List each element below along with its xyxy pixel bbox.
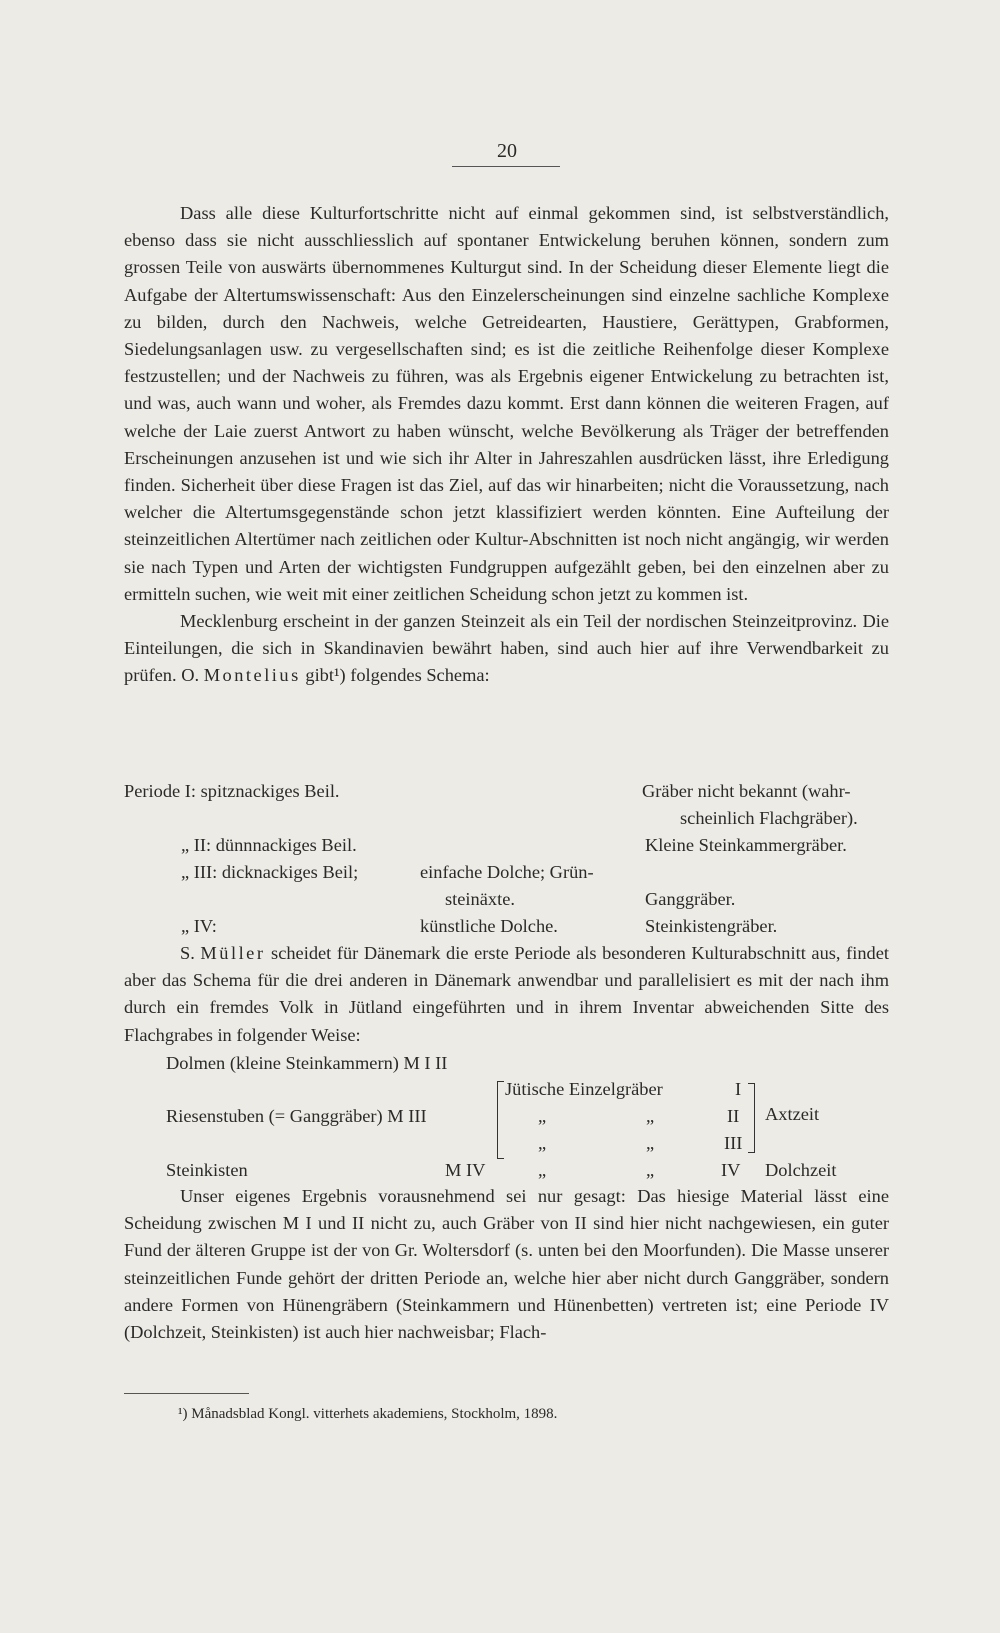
author-montelius: Montelius <box>203 665 301 686</box>
roman-1: I <box>735 1079 742 1099</box>
paragraph-3: Unser eigenes Ergebnis vorausnehmend sei nur gesagt: Das hiesige Material lässt eine Scheidung zwischen M I und II nicht zu, auch Gräber von II sind hier nicht nachgewiesen, ein guter Fund der älteren Gruppe ist der von Gr. Woltersdorf (s. unten bei den Moorfunden). Die Masse unserer steinzeitlichen Funde gehört der dritten Periode an, welche hier aber nicht durch Ganggräber, sondern andere Formen von Hünengräbern (Steinkammern und Hünenbetten) vertreten ist; eine Periode IV (Dolchzeit, Steinkisten) ist auch hier nachweisbar; Flach- <box>124 1186 889 1343</box>
roman-2: II <box>727 1106 740 1126</box>
schema1-row4-period: „ IV: <box>181 916 217 936</box>
body-text-middle <box>124 940 889 1049</box>
schema2-riesenstuben: Riesenstuben (= Ganggräber) M III <box>166 1106 427 1126</box>
paragraph-1: Dass alle diese Kulturfortschritte nicht auf einmal gekommen sind, ist selbstverständlich, ebenso dass sie nicht ausschliesslich auf spontaner Entwickelung beruhen können, sondern zum grossen Teile von auswärts übernommenes Kulturgut sind. In der Scheidung dieser Elemente liegt die Aufgabe der Altertumswissenschaft: Aus den Einzelerscheinungen sind einzelne sachliche Komplexe zu bilden, durch den Nachweis, welche Getreidearten, Haustiere, Gerättypen, Grabformen, Siedelungsanlagen usw. zu vergesellschaften sind; es ist die zeitliche Reihenfolge dieser Komplexe festzustellen; und der Nachweis zu führen, was als Ergebnis eigener Entwickelung zu betrachten ist, und was, auch wann und woher, als Fremdes dazu kommt. Erst dann können die weiteren Fragen, auf welche der Laie zuerst Antwort zu haben wünscht, welche Bevölkerung als Träger der betreffenden Erscheinungen anzusehen ist und wie sich ihr Alter in Jahreszahlen ausdrücken lässt, ihre Erledigung finden. Sicherheit über diese Fragen ist das Ziel, auf das wir hinarbeiten; nicht die Voraussetzung, nach welcher die Altertumsgegenstände schon jetzt klassifiziert werden könnten. Eine Aufteilung der steinzeitlichen Altertümer nach zeitlichen oder Kultur-Abschnitten ist noch nicht angängig, wir werden sie nach Typen und Arten der wichtigsten Fundgruppen aufgezählt geben, bei den einzelnen aber zu ermitteln suchen, wie weit mit einer zeitlichen Scheidung schon jetzt zu kommen ist. <box>124 203 889 604</box>
schema2-m4: M IV <box>445 1160 486 1180</box>
schema1-row1-period: Periode I: spitznackiges Beil. <box>124 781 340 801</box>
dolch-label: Dolchzeit <box>765 1160 837 1180</box>
schema1-row3-items: einfache Dolche; Grün- <box>420 862 594 882</box>
ditto-mark-2: „ <box>646 1106 655 1126</box>
schema1-row4-graves: Steinkistengräber. <box>645 916 778 936</box>
schema1-row4-items: künstliche Dolche. <box>420 916 558 936</box>
schema2-steinkisten: Steinkisten <box>166 1160 248 1180</box>
paragraph-2: Mecklenburg erscheint in der ganzen Steinzeit als ein Teil der nordischen Steinzeitprovinz. Die Einteilungen, die sich in Skandinavien bewährt haben, sind auch hier auf ihre Verwendbarkeit zu prüfen. O. Montelius gibt¹) folgendes Schema: <box>124 611 889 686</box>
header-rule <box>452 166 560 167</box>
ditto-mark-4: „ <box>646 1133 655 1153</box>
author-muller: Müller <box>200 943 266 963</box>
body-text-bottom <box>124 1183 889 1346</box>
schema1-row3-items-cont: steinäxte. <box>445 889 515 909</box>
ditto-mark-1: „ <box>538 1106 547 1126</box>
ditto-mark-3: „ <box>538 1133 547 1153</box>
schema2-jutland-graves: Jütische Einzelgräber <box>505 1079 663 1099</box>
axt-label: Axtzeit <box>765 1104 820 1124</box>
schema1-row2-graves: Kleine Steinkammergräber. <box>645 835 847 855</box>
footnote-rule <box>124 1393 249 1394</box>
ditto-mark-6: „ <box>646 1160 655 1180</box>
schema1-row3-graves: Ganggräber. <box>645 889 736 909</box>
schema2-dolmen: Dolmen (kleine Steinkammern) M I II <box>166 1053 448 1073</box>
paragraph-muller: S. Müller scheidet für Dänemark die erste Periode als besonderen Kulturabschnitt aus, findet aber das Schema für die drei anderen in Dänemark anwendbar und parallelisiert es mit der nach ihm durch ein fremdes Volk in Jütland eingeführten und in ihrem Inventar abweichenden Sitte des Flachgrabes in folgender Weise: <box>124 943 889 1045</box>
schema1-row3-period: „ III: dicknackiges Beil; <box>181 862 359 882</box>
footnote: ¹) Månadsblad Kongl. vitterhets akademiens, Stockholm, 1898. <box>178 1406 558 1422</box>
schema1-row2-period: „ II: dünnnackiges Beil. <box>181 835 357 855</box>
left-bracket <box>497 1081 504 1159</box>
schema1-row1-graves: Gräber nicht bekannt (wahr- <box>642 781 851 801</box>
page-number: 20 <box>497 140 517 162</box>
ditto-mark-5: „ <box>538 1160 547 1180</box>
roman-3: III <box>724 1133 743 1153</box>
right-brace <box>748 1083 755 1153</box>
body-text-top <box>124 200 889 690</box>
schema1-row1-graves-cont: scheinlich Flachgräber). <box>680 808 858 828</box>
roman-4: IV <box>721 1160 741 1180</box>
